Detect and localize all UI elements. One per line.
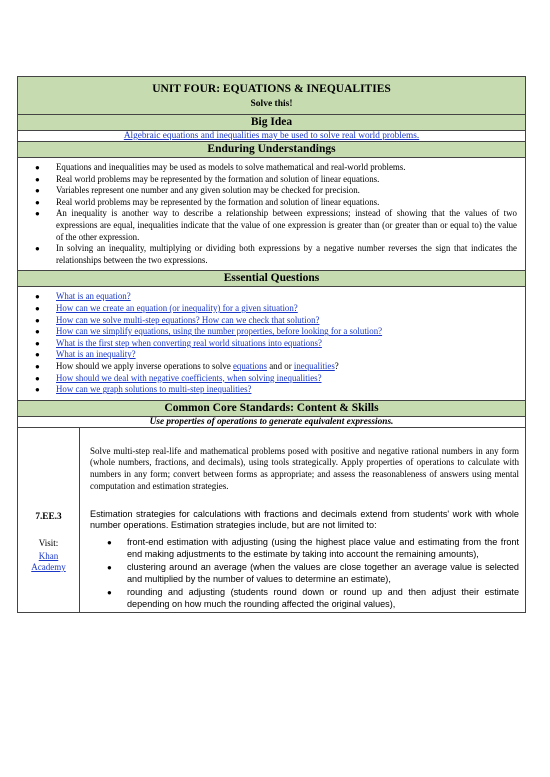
standards-subheading: Use properties of operations to generate equivalent expressions. — [18, 416, 526, 427]
visit-label: Visit: — [38, 537, 59, 548]
bullet-icon: ● — [35, 327, 40, 337]
bullet-icon: ● — [35, 186, 40, 196]
bullet-icon: ● — [35, 338, 40, 348]
bullet-icon: ● — [35, 292, 40, 302]
list-item — [18, 384, 517, 396]
list-item: ● clustering around an average (when the values are close together an average value is selected and multiplied by the number of values to determine an estimate), — [107, 562, 519, 584]
list-item: ● Real world problems may be represented by the formation and solution of linear equations. — [35, 196, 380, 207]
enduring-list — [18, 158, 525, 270]
bullet-icon: ● — [35, 303, 40, 313]
question-link[interactable]: How can we solve multi-step equations? How can we check that solution? — [56, 314, 320, 325]
list-item: ● Equations and inequalities may be used as models to solve mathematical and real-world problems. — [35, 162, 406, 172]
list-item — [18, 349, 517, 361]
standard-description: Solve multi-step real-life and mathematical problems posed with positive and negative rational numbers in any form (whole numbers, fractions, and decimals), using tools strategically. Apply properties of operations to calculate with numbers in any form; convert between forms as appropriate; and assess the reasonableness of answers using mental computation and estimation strategies. — [90, 445, 519, 491]
bullet-icon: ● — [35, 361, 40, 371]
khan-academy-link[interactable]: Khan Academy — [31, 550, 66, 572]
bullet-icon: ● — [35, 174, 40, 184]
unit-header — [18, 77, 526, 115]
essential-heading: Essential Questions — [18, 271, 526, 287]
list-item: ● front-end estimation with adjusting (using the highest place value and estimating from the front end making adjustments to the estimate by taking into account the remaining amounts), — [107, 536, 519, 559]
unit-table — [17, 76, 526, 613]
inequalities-link[interactable]: inequalities — [293, 360, 335, 371]
big-idea-heading: Big Idea — [18, 115, 526, 131]
list-item — [18, 303, 517, 315]
standard-code: 7.EE.3 — [35, 511, 62, 522]
list-item — [18, 315, 517, 327]
list-item: ● How should we apply inverse operations to solve equations and or inequalities? — [35, 360, 339, 371]
list-item — [18, 291, 517, 303]
bullet-icon: ● — [35, 209, 40, 219]
question-link[interactable]: What is an inequality? — [56, 349, 136, 360]
big-idea-cell — [18, 131, 526, 142]
question-link[interactable]: How can we graph solutions to multi-step inequalities? — [56, 384, 252, 395]
standard-code-cell — [18, 427, 80, 613]
bullet-icon: ● — [35, 197, 40, 207]
question-text: How should we apply inverse operations to solve — [56, 360, 231, 371]
bullet-icon: ● — [107, 563, 112, 573]
list-item — [18, 338, 517, 350]
bullet-icon: ● — [107, 537, 112, 547]
standards-heading: Common Core Standards: Content & Skills — [18, 400, 526, 416]
question-link[interactable]: How can we create an equation (or inequality) for a given situation? — [56, 302, 298, 313]
essential-cell — [18, 287, 526, 400]
standard-content-cell — [80, 427, 526, 613]
question-link[interactable]: How can we simplify equations, using the number properties, before looking for a solution? — [56, 326, 383, 337]
strategy-list — [90, 537, 519, 611]
question-link[interactable]: What is an equation? — [56, 291, 131, 302]
essential-list — [18, 287, 525, 399]
list-item: ● Variables represent one number and any given solution may be checked for precision. — [35, 185, 360, 196]
bullet-icon: ● — [35, 244, 40, 254]
lesson-page — [17, 76, 526, 613]
list-item: ● An inequality is another way to describe a relationship between expressions; instead of showing that the values of two expressions are equal, inequalities indicate that the value of one expression is greater than (or greater than or equal to) the value of the other expression. — [35, 208, 517, 242]
list-item: ● In solving an inequality, multiplying or dividing both expressions by a negative number reverses the sign that indicates the relationships between the two expressions. — [35, 243, 517, 265]
estimation-intro: Estimation strategies for calculations with fractions and decimals extend from students' work with whole number operations. Estimation strategies include, but are not limited to: — [90, 508, 519, 531]
bullet-icon: ● — [35, 163, 40, 172]
bullet-icon: ● — [35, 350, 40, 360]
enduring-heading: Enduring Understandings — [18, 142, 526, 158]
list-item — [18, 373, 517, 385]
bullet-icon: ● — [35, 373, 40, 383]
question-link[interactable]: How should we deal with negative coefficients, when solving inequalities? — [56, 372, 322, 383]
bullet-icon: ● — [107, 588, 112, 598]
question-link[interactable]: What is the first step when converting real world situations into equations? — [56, 337, 322, 348]
list-item — [18, 326, 517, 338]
list-item: ● Real world problems may be represented by the formation and solution of linear equations. — [35, 173, 380, 184]
unit-subtitle: Solve this! — [250, 99, 293, 109]
unit-title: UNIT FOUR: EQUATIONS & INEQUALITIES — [152, 83, 391, 95]
bullet-icon: ● — [35, 315, 40, 325]
big-idea-link[interactable]: Algebraic equations and inequalities may be used to solve real world problems. — [123, 131, 420, 141]
bullet-icon: ● — [35, 385, 40, 395]
list-item: ● rounding and adjusting (students round down or round up and then adjust their estimate depending on how much the rounding affected the original values), — [107, 587, 519, 609]
equations-link[interactable]: equations — [232, 360, 267, 371]
enduring-cell — [18, 158, 526, 271]
